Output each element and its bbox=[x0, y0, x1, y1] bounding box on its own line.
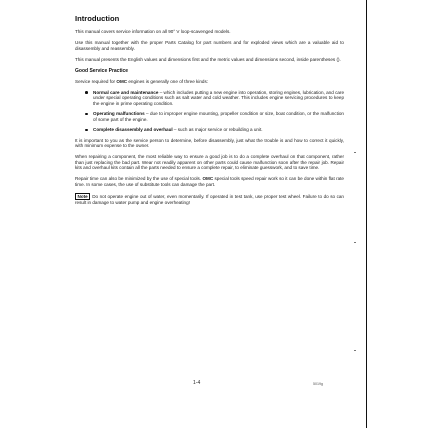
bullet-term: Operating malfunctions bbox=[93, 111, 145, 116]
section-heading-good-service: Good Service Practice bbox=[75, 67, 129, 74]
bullet-text: – due to improper engine mounting, propeller condition or size, boat condition, or the malfunction of some part of the engine. bbox=[93, 111, 344, 122]
manual-page bbox=[63, 0, 367, 428]
bullet-term: Normal care and maintenance bbox=[93, 89, 159, 95]
page-title: Introduction bbox=[75, 14, 120, 23]
lead-suffix: engines is generally one of three kinds: bbox=[127, 78, 209, 84]
lead-prefix: Service required for bbox=[75, 78, 117, 84]
intro-paragraph-3: This manual presents the English values and dimensions first and the metric values and dimensions second, inside parentheses (). bbox=[75, 56, 341, 62]
repair-time-brand: OMC bbox=[202, 176, 214, 181]
list-item bbox=[85, 111, 344, 122]
body-paragraph-2: When repairing a component, the most reliable way to ensure a good job is to do a complete overhaul on that component, rather than just replacing the bad part. Wear not readily apparent on other parts could cause malfunction soon after the repair job. Repair kits and overhaul kits contain all the parts needed to ensure a complete repair, to eliminate guesswork, and to save time. bbox=[75, 154, 344, 170]
intro-paragraph-1: This manual covers service information on all 90° V loop-scavenged models. bbox=[75, 29, 231, 34]
bullet-term: Complete disassembly and overhaul bbox=[93, 127, 173, 132]
page-code: 5019g bbox=[313, 382, 323, 386]
bullet-text: – which includes putting a new engine into operation, storing engines, lubrication, and care under special operating conditions such as salt water and cold weather. This includes engine servicing procedures to keep the engine in prime operating condition. bbox=[93, 89, 345, 106]
note-label: Note bbox=[75, 193, 90, 200]
body-paragraph-1: It is important to you as the service person to determine, before disassembly, just what the trouble is and how to correct it quickly, with minimum expense to the owner. bbox=[75, 137, 344, 148]
margin-tick bbox=[354, 350, 356, 351]
list-item bbox=[85, 127, 344, 133]
bullet-icon bbox=[85, 129, 88, 132]
note-paragraph bbox=[75, 193, 344, 206]
page-number: 1-4 bbox=[193, 380, 201, 386]
bullet-icon bbox=[85, 113, 88, 116]
lead-brand: OMC bbox=[116, 78, 128, 84]
margin-tick bbox=[354, 152, 356, 153]
good-service-lead bbox=[75, 79, 344, 85]
bullet-text: – such as major service or rebuilding a unit. bbox=[172, 127, 263, 132]
bullet-icon bbox=[85, 91, 88, 94]
repair-time-paragraph bbox=[75, 176, 344, 187]
repair-time-end: special tools speed repair work so it can be done within flat rate time. In some cases, the use of substitute tools can damage the part. bbox=[75, 176, 344, 187]
intro-paragraph-2: Use this manual together with the proper Parts Catalog for part numbers and for exploded views which are a valuable aid to disassembly and reassembly. bbox=[75, 40, 344, 51]
repair-time-start: Repair time can also be minimized by the use of special tools. bbox=[75, 176, 203, 181]
list-item bbox=[85, 90, 344, 107]
page-content bbox=[75, 14, 344, 211]
margin-tick bbox=[354, 242, 356, 243]
note-text: Do not operate engine out of water, even momentarily. If operated in test tank, use proper test wheel. Failure to do so can result in damage to water pump and engine overheating! bbox=[75, 193, 344, 205]
service-kinds-list bbox=[85, 90, 344, 133]
